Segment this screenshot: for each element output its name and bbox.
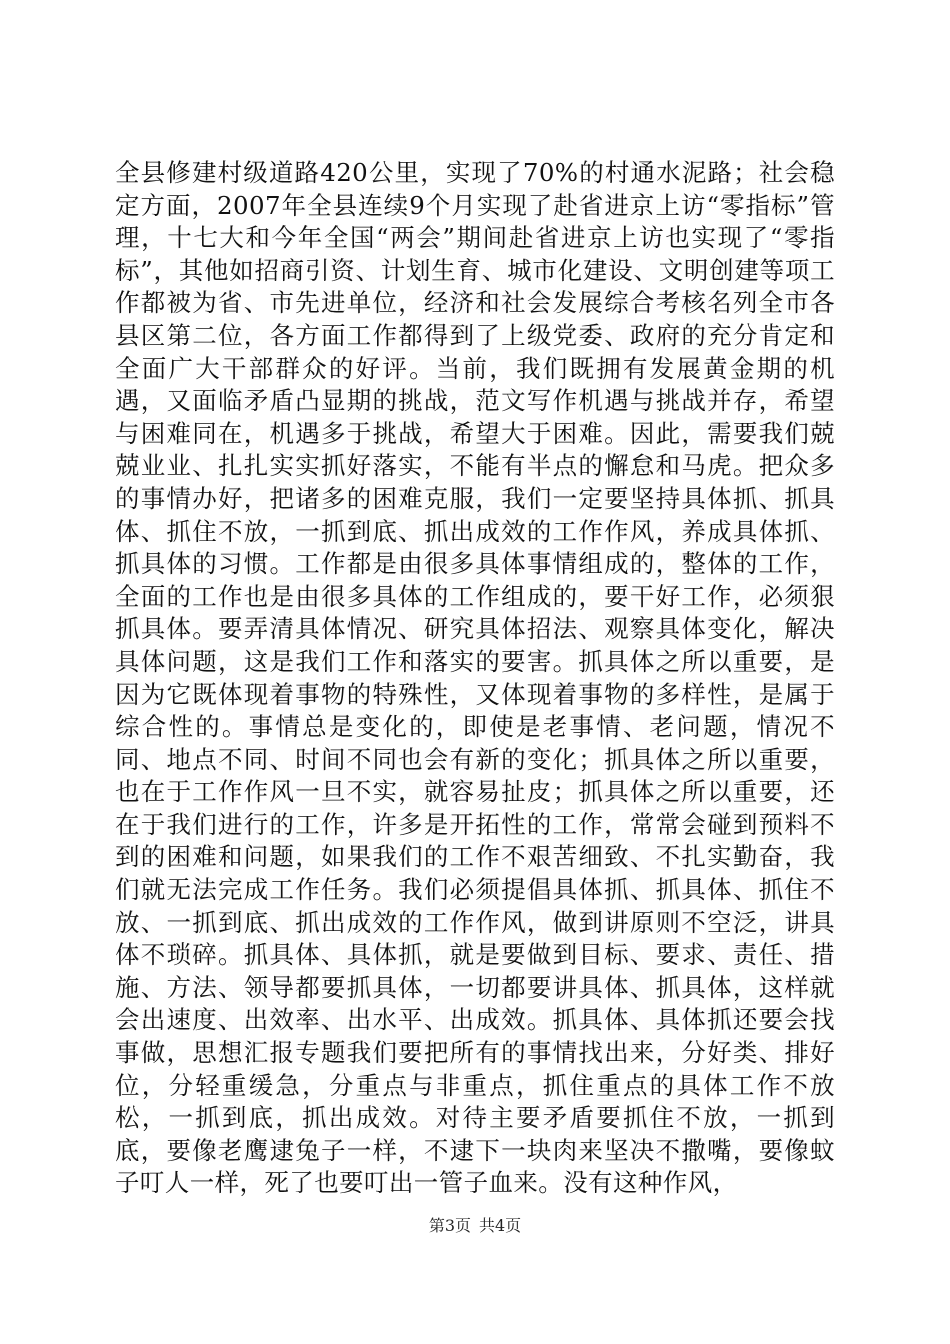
page-number-current: 第3页 xyxy=(428,1216,471,1235)
page-footer xyxy=(0,1213,950,1236)
page-number-total: 共4页 xyxy=(479,1216,522,1235)
body-paragraph: 全县修建村级道路420公里，实现了70%的村通水泥路；社会稳定方面，2007年全县连续9个月实现了赴省进京上访“零指标”管理，十七大和今年全国“两会”期间赴省进京上访也实现了“零指标”，其他如招商引资、计划生育、城市化建设、文明创建等项工作都被为省、市先进单位，经济和社会发展综合考核名列全市各县区第二位，各方面工作都得到了上级党委、政府的充分肯定和全面广大干部群众的好评。当前，我们既拥有发展黄金期的机遇，又面临矛盾凸显期的挑战，范文写作机遇与挑战并存，希望与困难同在，机遇多于挑战，希望大于困难。因此，需要我们兢兢业业、扎扎实实抓好落实，不能有半点的懈怠和马虎。把众多的事情办好，把诸多的困难克服，我们一定要坚持具体抓、抓具体、抓住不放，一抓到底、抓出成效的工作作风，养成具体抓、抓具体的习惯。工作都是由很多具体事情组成的，整体的工作，全面的工作也是由很多具体的工作组成的，要干好工作，必须狠抓具体。要弄清具体情况、研究具体招法、观察具体变化，解决具体问题，这是我们工作和落实的要害。抓具体之所以重要，是因为它既体现着事物的特殊性，又体现着事物的多样性，是属于综合性的。事情总是变化的，即使是老事情、老问题，情况不同、地点不同、时间不同也会有新的变化；抓具体之所以重要，也在于工作作风一旦不实，就容易扯皮；抓具体之所以重要，还在于我们进行的工作，许多是开拓性的工作，常常会碰到预料不到的困难和问题，如果我们的工作不艰苦细致、不扎实勤奋，我们就无法完成工作任务。我们必须提倡具体抓、抓具体、抓住不放、一抓到底、抓出成效的工作作风，做到讲原则不空泛，讲具体不琐碎。抓具体、具体抓，就是要做到目标、要求、责任、措施、方法、领导都要抓具体，一切都要讲具体、抓具体，这样就会出速度、出效率、出水平、出成效。抓具体、具体抓还要会找事做，思想汇报专题我们要把所有的事情找出来，分好类、排好位，分轻重缓急，分重点与非重点，抓住重点的具体工作不放松，一抓到底，抓出成效。对待主要矛盾要抓住不放，一抓到底，要像老鹰逮兔子一样，不逮下一块肉来坚决不撒嘴，要像蚊子叮人一样，死了也要叮出一管子血来。没有这种作风， xyxy=(115,158,835,1198)
